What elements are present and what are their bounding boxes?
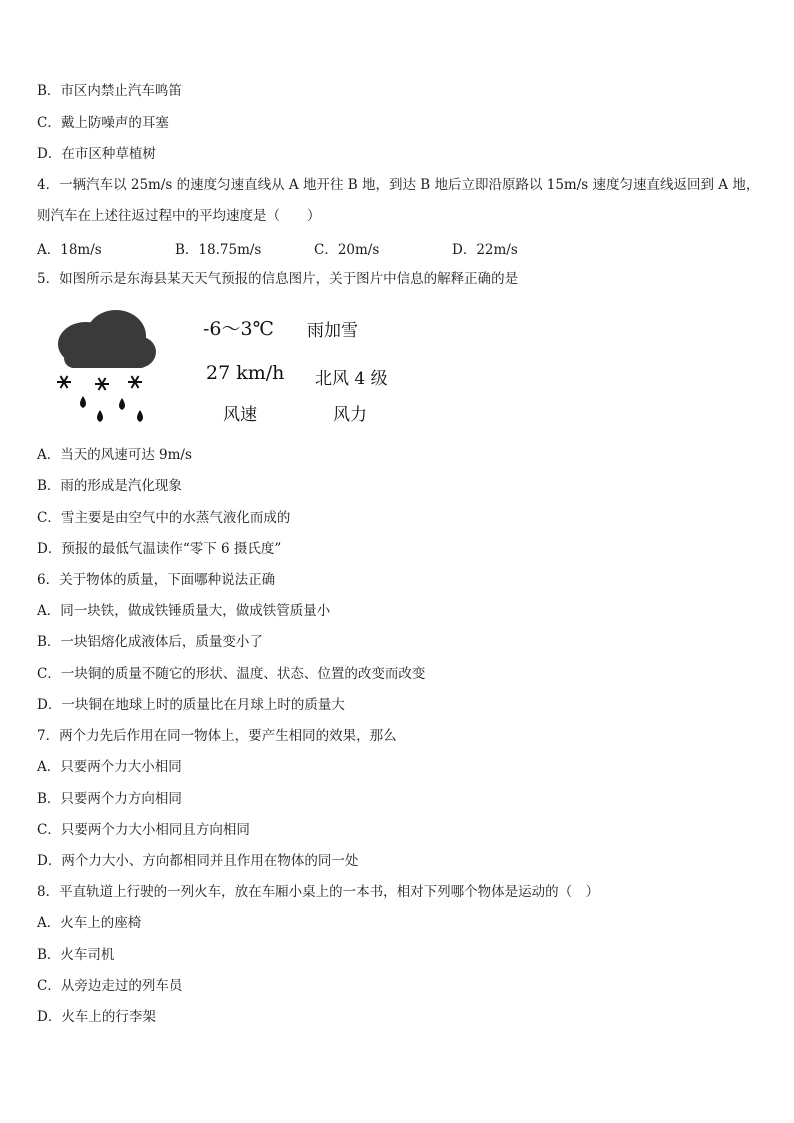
q8-option-d: D．火车上的行李架 <box>37 1009 156 1025</box>
question-4-stem: 4．一辆汽车以 25m/s 的速度匀速直线从 A 地开往 B 地，到达 B 地后立即沿原路以 15m/s 速度匀速直线返回到 A 地， <box>37 177 760 193</box>
cloud-icon <box>58 310 156 368</box>
q3-option-c: C．戴上防噪声的耳塞 <box>37 115 169 131</box>
q6-option-c: C．一块铜的质量不随它的形状、温度、状态、位置的改变而改变 <box>37 666 426 682</box>
q4-option-b: B．18.75m/s <box>175 242 262 258</box>
wind-speed-label: 风速 <box>223 405 257 425</box>
question-6-stem: 6．关于物体的质量，下面哪种说法正确 <box>37 572 276 588</box>
q5-option-c: C．雪主要是由空气中的水蒸气液化而成的 <box>37 510 291 526</box>
snowflake-icon <box>57 376 142 390</box>
q4-option-c: C．20m/s <box>314 242 380 258</box>
wind-force-label: 风力 <box>333 405 367 425</box>
q8-option-c: C．从旁边走过的列车员 <box>37 978 183 994</box>
q3-option-d: D．在市区种草植树 <box>37 146 156 162</box>
q4-option-a: A．18m/s <box>37 242 102 258</box>
q8-option-a: A．火车上的座椅 <box>37 915 142 931</box>
q5-option-b: B．雨的形成是汽化现象 <box>37 478 182 494</box>
q7-option-b: B．只要两个力方向相同 <box>37 791 182 807</box>
weather-icon-graphic <box>50 306 160 426</box>
question-8-stem: 8．平直轨道上行驶的一列火车，放在车厢小桌上的一本书，相对下列哪个物体是运动的（ ） <box>37 884 600 900</box>
weather-forecast-figure <box>50 306 410 426</box>
q6-option-d: D．一块铜在地球上时的质量比在月球上时的质量大 <box>37 697 345 713</box>
q4-option-d: D．22m/s <box>452 242 518 258</box>
q5-option-a: A．当天的风速可达 9m/s <box>37 447 192 463</box>
question-4-options <box>37 238 737 256</box>
question-4-stem-continued: 则汽车在上述往返过程中的平均速度是（ ） <box>37 208 321 224</box>
wind-direction-value: 北风 4 级 <box>315 369 388 389</box>
weather-condition: 雨加雪 <box>307 321 358 341</box>
raindrop-icon <box>80 396 143 422</box>
q7-option-c: C．只要两个力大小相同且方向相同 <box>37 822 250 838</box>
q8-option-b: B．火车司机 <box>37 947 115 963</box>
q7-option-d: D．两个力大小、方向都相同并且作用在物体的同一处 <box>37 853 359 869</box>
wind-speed-value: 27 km/h <box>206 362 285 384</box>
q3-option-b: B．市区内禁止汽车鸣笛 <box>37 83 182 99</box>
q7-option-a: A．只要两个力大小相同 <box>37 759 182 775</box>
q6-option-b: B．一块铝熔化成液体后，质量变小了 <box>37 634 263 650</box>
q5-option-d: D．预报的最低气温读作“零下 6 摄氏度” <box>37 541 282 557</box>
question-7-stem: 7．两个力先后作用在同一物体上，要产生相同的效果，那么 <box>37 728 397 744</box>
q6-option-a: A．同一块铁，做成铁锤质量大，做成铁管质量小 <box>37 603 331 619</box>
temperature-range: -6～3℃ <box>203 318 274 340</box>
question-5-stem: 5．如图所示是东海县某天天气预报的信息图片，关于图片中信息的解释正确的是 <box>37 271 519 287</box>
